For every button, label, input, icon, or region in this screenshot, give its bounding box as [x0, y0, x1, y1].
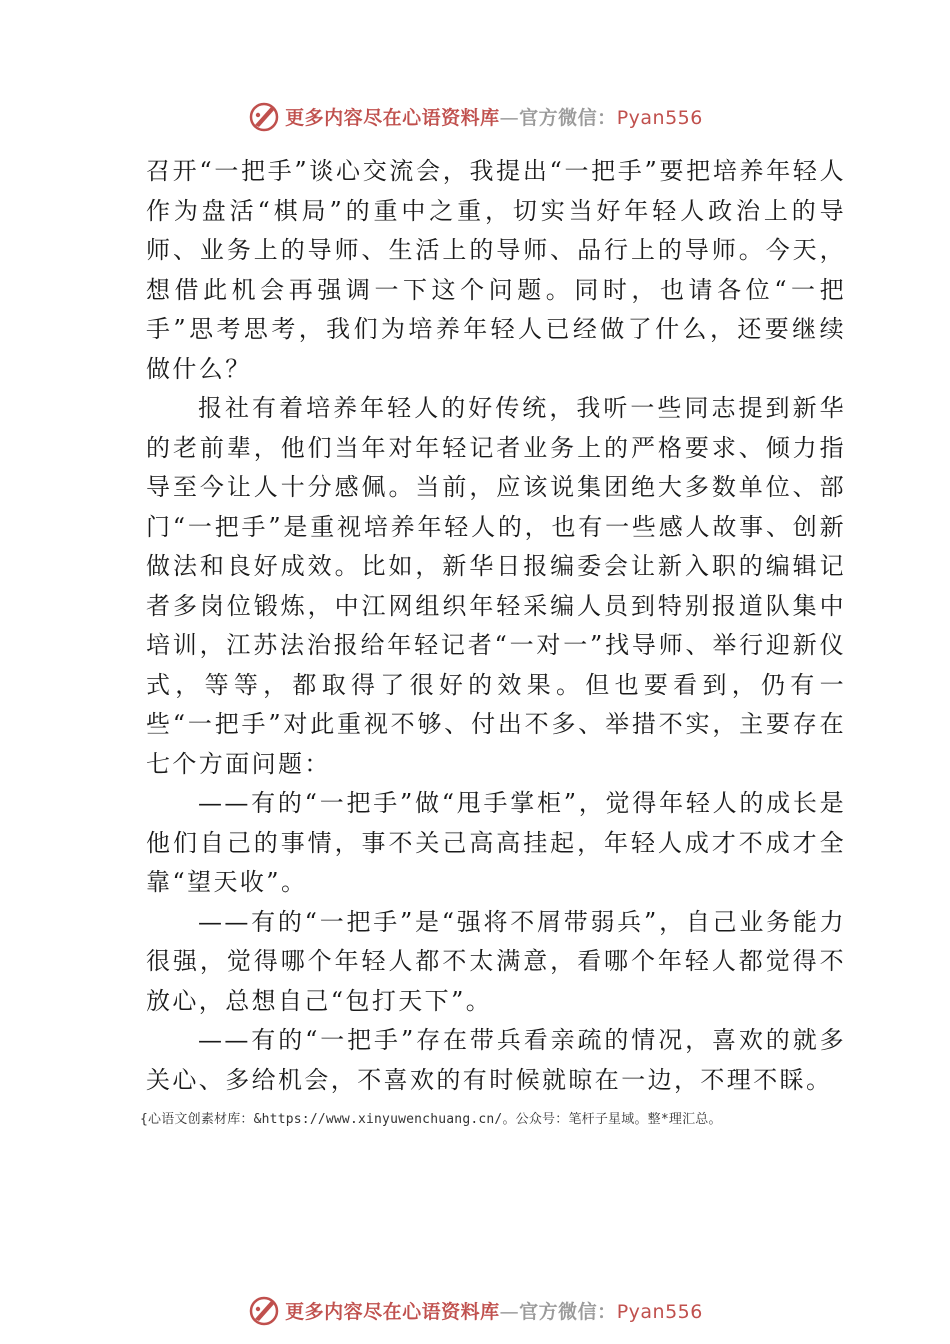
banner-wechat-id: Pyan556: [616, 106, 703, 129]
footer-banner: [0, 1290, 950, 1330]
paragraph-1: 召开“一把手”谈心交流会，我提出“一把手”要把培养年轻人作为盘活“棋局”的重中之重，切实当好年轻人政治上的导师、业务上的导师、生活上的导师、品行上的导师。今天，想借此机会再强调一下这个问题。同时，也请各位“一把手”思考思考，我们为培养年轻人已经做了什么，还要继续做什么？: [146, 157, 846, 383]
banner-dash: —: [499, 106, 520, 129]
banner-wechat-label: 官方微信：: [519, 1300, 617, 1323]
source-note: {心语文创素材库：&https://www.xinyuwenchuang.cn/。公众号：笔杆子星域。整*理汇总。: [140, 1112, 722, 1127]
header-banner: [0, 96, 950, 136]
banner-dash: —: [499, 1300, 520, 1323]
document-body: [146, 152, 846, 1100]
paragraph-3: ——有的“一把手”做“甩手掌柜”，觉得年轻人的成长是他们自己的事情，事不关己高高挂起，年轻人成才不成才全靠“望天收”。: [146, 789, 846, 896]
banner-text: [285, 1297, 703, 1324]
brush-logo-icon: [247, 99, 281, 133]
banner-site-name: 更多内容尽在心语资料库: [285, 106, 500, 129]
paragraph-4: ——有的“一把手”是“强将不屑带弱兵”，自己业务能力很强，觉得哪个年轻人都不太满意，看哪个年轻人都觉得不放心，总想自己“包打天下”。: [146, 907, 846, 1015]
brush-logo-icon: [247, 1293, 281, 1327]
banner-site-name: 更多内容尽在心语资料库: [285, 1300, 500, 1323]
paragraph-5: ——有的“一把手”存在带兵看亲疏的情况，喜欢的就多关心、多给机会，不喜欢的有时候就晾在一边，不理不睬。: [146, 1026, 846, 1094]
banner-wechat-label: 官方微信：: [519, 106, 617, 129]
paragraph-2: 报社有着培养年轻人的好传统，我听一些同志提到新华的老前辈，他们当年对年轻记者业务上的严格要求、倾力指导至今让人十分感佩。当前，应该说集团绝大多数单位、部门“一把手”是重视培养年轻人的，也有一些感人故事、创新做法和良好成效。比如，新华日报编委会让新入职的编辑记者多岗位锻炼，中江网组织年轻采编人员到特别报道队集中培训，江苏法治报给年轻记者“一对一”找导师、举行迎新仪式，等等，都取得了很好的效果。但也要看到，仍有一些“一把手”对此重视不够、付出不多、举措不实，主要存在七个方面问题：: [146, 394, 846, 778]
banner-text: [285, 103, 703, 130]
banner-wechat-id: Pyan556: [616, 1300, 703, 1323]
